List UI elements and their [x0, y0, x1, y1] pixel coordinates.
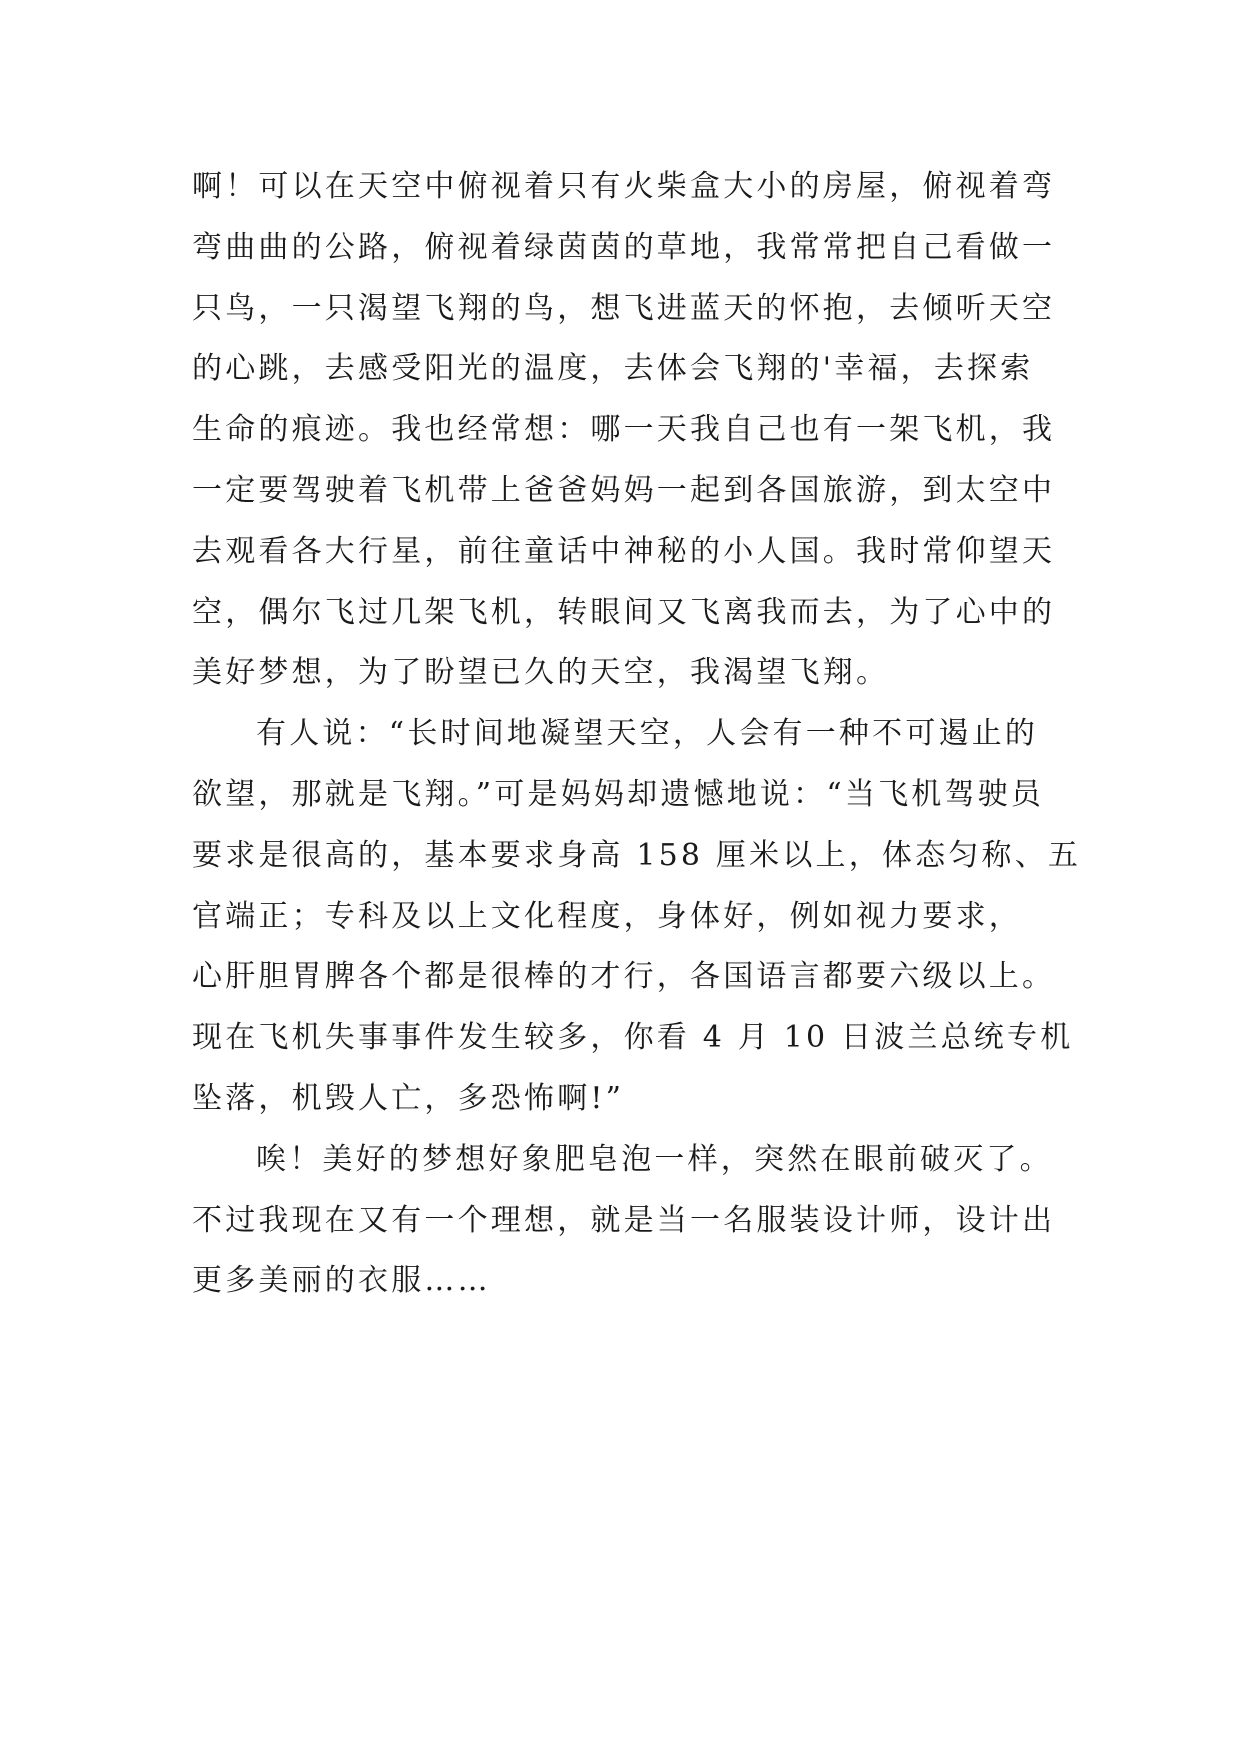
text-line: 心肝胆胃脾各个都是很棒的才行，各国语言都要六级以上。	[192, 959, 1056, 995]
text-line: 有人说：“长时间地凝望天空，人会有一种不可遏止的	[256, 716, 1039, 752]
text-line: 欲望，那就是飞翔。”可是妈妈却遗憾地说：“当飞机驾驶员	[192, 776, 1045, 812]
text-line: 空，偶尔飞过几架飞机，转眼间又飞离我而去，为了心中的	[192, 594, 1056, 630]
paragraph-2	[192, 704, 1082, 1130]
text-line: 现在飞机失事事件发生较多，你看 4 月 10 日波兰总统专机	[192, 1020, 1074, 1056]
essay-body	[192, 157, 1082, 1312]
text-line: 唉！美好的梦想好象肥皂泡一样，突然在眼前破灭了。	[256, 1141, 1053, 1177]
text-line: 生命的痕迹。我也经常想：哪一天我自己也有一架飞机，我	[192, 412, 1056, 448]
paragraph-3	[192, 1130, 1072, 1312]
paragraph-1	[192, 157, 1072, 704]
text-line: 美好梦想，为了盼望已久的天空，我渴望飞翔。	[192, 655, 890, 691]
text-line: 去观看各大行星，前往童话中神秘的小人国。我时常仰望天	[192, 533, 1056, 569]
text-line: 的心跳，去感受阳光的温度，去体会飞翔的'幸福，去探索	[192, 351, 1034, 387]
text-line: 官端正；专科及以上文化程度，身体好，例如视力要求，	[192, 898, 1022, 934]
text-line: 一定要驾驶着飞机带上爸爸妈妈一起到各国旅游，到太空中	[192, 472, 1056, 508]
text-line: 只鸟，一只渴望飞翔的鸟，想飞进蓝天的怀抱，去倾听天空	[192, 290, 1056, 326]
text-line: 弯曲曲的公路，俯视着绿茵茵的草地，我常常把自己看做一	[192, 229, 1056, 265]
text-line: 不过我现在又有一个理想，就是当一名服装设计师，设计出	[192, 1202, 1056, 1238]
text-line: 坠落，机毁人亡，多恐怖啊!”	[192, 1080, 625, 1116]
text-line: 啊！可以在天空中俯视着只有火柴盒大小的房屋，俯视着弯	[192, 169, 1056, 204]
text-line: 更多美丽的衣服……	[192, 1263, 491, 1299]
text-line: 要求是很高的，基本要求身高 158 厘米以上，体态匀称、五	[192, 837, 1082, 873]
